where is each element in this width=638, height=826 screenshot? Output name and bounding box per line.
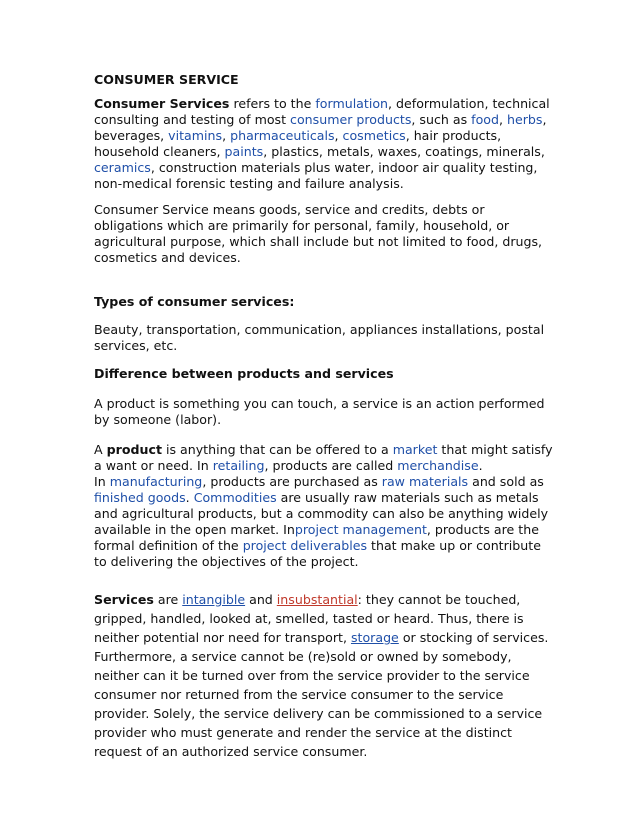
page-title: CONSUMER SERVICE — [94, 72, 239, 87]
link-storage[interactable]: storage — [350, 630, 399, 645]
text-span: , products are purchased as — [202, 474, 382, 489]
link-ceramics[interactable]: ceramics — [94, 160, 151, 175]
bold-term: Consumer Services — [94, 96, 230, 111]
link-intangible[interactable]: intangible — [182, 592, 246, 607]
text-span: are — [153, 592, 183, 607]
text-span: and — [245, 592, 277, 607]
text-span: that might satisfy a want or need. In — [94, 442, 553, 473]
link-raw-materials[interactable]: raw materials — [381, 474, 469, 489]
link-pharmaceuticals[interactable]: pharmaceuticals — [230, 128, 335, 143]
link-project-management[interactable]: project management — [294, 522, 427, 537]
paragraph-consumer-services — [94, 96, 554, 192]
text-span: , products are called — [264, 458, 398, 473]
text-span: , such as — [411, 112, 472, 127]
link-manufacturing[interactable]: manufacturing — [109, 474, 203, 489]
text-span: . — [478, 458, 483, 473]
paragraph-product — [94, 442, 554, 570]
document-page — [94, 72, 554, 761]
text-span: : they cannot be touched, gripped, handled, looked at, smelled, tasted or heard. Thus, there is neither potential nor need for transport, — [94, 592, 524, 645]
bold-term: Services — [94, 592, 154, 607]
text-span: , deformulation, technical consulting and testing of most — [94, 96, 550, 127]
link-market[interactable]: market — [392, 442, 438, 457]
link-formulation[interactable]: formulation — [315, 96, 389, 111]
text-span: , — [499, 112, 508, 127]
text-span: , construction materials plus water, indoor air quality testing, non-medical forensic testing and failure analysis. — [94, 160, 538, 191]
text-span: In — [94, 474, 110, 489]
paragraph-definition: Consumer Service means goods, service and credits, debts or obligations which are primarily for personal, family, household, or agricultural purpose, which shall include but not limited to food, drugs, cosmetics and devices. — [94, 202, 543, 265]
text-span: and sold as — [468, 474, 544, 489]
text-span: , plastics, metals, waxes, coatings, minerals, — [263, 144, 545, 159]
text-span: , — [334, 128, 343, 143]
heading-difference: Difference between products and services — [94, 366, 394, 381]
text-span: refers to the — [229, 96, 316, 111]
text-span: is anything that can be offered to a — [161, 442, 393, 457]
heading-types: Types of consumer services: — [94, 294, 295, 309]
text-span: , — [222, 128, 231, 143]
text-span: A — [94, 442, 107, 457]
text-span: . — [185, 490, 194, 505]
paragraph-difference: A product is something you can touch, a service is an action performed by someone (labor). — [94, 396, 545, 427]
link-commodities[interactable]: Commodities — [193, 490, 277, 505]
link-vitamins[interactable]: vitamins — [168, 128, 223, 143]
link-insubstantial[interactable]: insubstantial — [276, 592, 358, 607]
text-span: that make up or contribute to delivering the objectives of the project. — [94, 538, 541, 569]
link-merchandise[interactable]: merchandise — [397, 458, 479, 473]
paragraph-types: Beauty, transportation, communication, appliances installations, postal services, etc. — [94, 322, 545, 353]
paragraph-services — [94, 590, 554, 761]
link-retailing[interactable]: retailing — [212, 458, 265, 473]
text-span: , hair products, household cleaners, — [94, 128, 502, 159]
link-finished-goods[interactable]: finished goods — [94, 490, 186, 505]
link-herbs[interactable]: herbs — [507, 112, 543, 127]
text-span: , beverages, — [94, 112, 547, 143]
link-cosmetics[interactable]: cosmetics — [342, 128, 406, 143]
link-project-deliverables[interactable]: project deliverables — [242, 538, 368, 553]
bold-term: product — [106, 442, 162, 457]
link-paints[interactable]: paints — [224, 144, 264, 159]
link-consumer-products[interactable]: consumer products — [290, 112, 412, 127]
link-food[interactable]: food — [471, 112, 499, 127]
text-span: or stocking of services. Furthermore, a service cannot be (re)sold or owned by somebody, neither can it be turned over from the service provider to the service consumer nor returned from the service consumer to the service provider. Solely, the service delivery can be commissioned to a service provider who must generate and render the service at the distinct request of an authorized service consumer. — [94, 630, 549, 759]
text-span: , products are the formal definition of the — [94, 522, 539, 553]
text-span: are usually raw materials such as metals and agricultural products, but a commodity can also be anything widely available in the open market. In — [94, 490, 549, 537]
